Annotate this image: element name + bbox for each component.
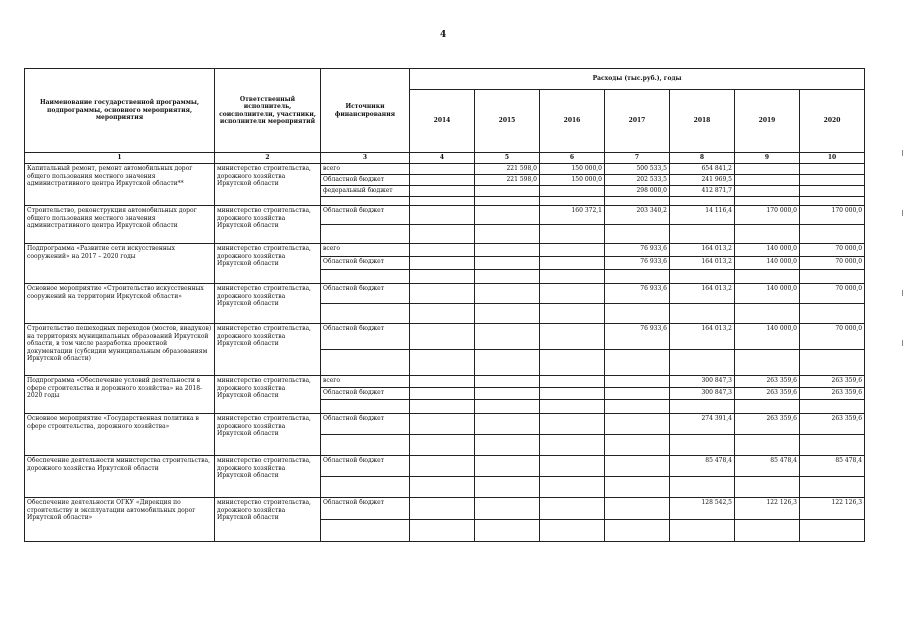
amount-cell: 122 126,3 — [735, 498, 800, 520]
page-edge-mark — [902, 290, 903, 296]
responsible-cell: министерство строительства, дорожного хозяйства Иркутской области — [215, 376, 321, 414]
empty-cell — [735, 304, 800, 324]
empty-cell — [605, 520, 670, 542]
amount-cell: 203 340,2 — [605, 206, 670, 225]
amount-cell: 654 841,2 — [670, 164, 735, 175]
amount-cell — [540, 257, 605, 270]
empty-cell — [540, 400, 605, 414]
amount-cell: 263 359,6 — [800, 388, 865, 400]
empty-cell — [540, 435, 605, 456]
amount-cell — [475, 414, 540, 435]
empty-cell — [410, 520, 475, 542]
empty-cell — [475, 477, 540, 498]
empty-cell — [321, 304, 410, 324]
empty-cell — [475, 520, 540, 542]
amount-cell: 263 359,6 — [800, 376, 865, 388]
empty-cell — [735, 350, 800, 376]
funding-source-cell: Областной бюджет — [321, 284, 410, 304]
empty-cell — [475, 270, 540, 284]
empty-cell — [670, 270, 735, 284]
empty-cell — [800, 197, 865, 206]
funding-source-cell: Областной бюджет — [321, 498, 410, 520]
amount-cell — [540, 456, 605, 477]
amount-cell — [475, 324, 540, 350]
empty-cell — [670, 350, 735, 376]
amount-cell — [410, 206, 475, 225]
amount-cell — [475, 206, 540, 225]
amount-cell: 128 542,5 — [670, 498, 735, 520]
empty-cell — [670, 304, 735, 324]
empty-cell — [321, 270, 410, 284]
amount-cell: 164 013,2 — [670, 257, 735, 270]
program-name-cell: Подпрограмма «Развитие сети искусственных сооружений» на 2017 – 2020 годы — [25, 244, 215, 284]
empty-cell — [605, 304, 670, 324]
funding-source-cell: Областной бюджет — [321, 324, 410, 350]
header-year: 2014 — [410, 90, 475, 153]
program-name-cell: Основное мероприятие «Государственная политика в сфере строительства, дорожного хозяйства» — [25, 414, 215, 456]
funding-source-cell: Областной бюджет — [321, 414, 410, 435]
amount-cell — [475, 257, 540, 270]
column-index: 3 — [321, 153, 410, 164]
empty-cell — [540, 197, 605, 206]
amount-cell: 274 391,4 — [670, 414, 735, 435]
page-edge-mark — [902, 340, 903, 346]
amount-cell — [410, 186, 475, 197]
table-row — [25, 244, 865, 257]
table-row — [25, 498, 865, 520]
header-year: 2020 — [800, 90, 865, 153]
amount-cell — [605, 388, 670, 400]
amount-cell — [410, 498, 475, 520]
empty-cell — [800, 400, 865, 414]
amount-cell: 76 933,6 — [605, 244, 670, 257]
amount-cell — [410, 324, 475, 350]
header-expenses: Расходы (тыс.руб.), годы — [410, 69, 865, 90]
empty-cell — [605, 400, 670, 414]
empty-cell — [670, 400, 735, 414]
funding-source-cell: Областной бюджет — [321, 388, 410, 400]
responsible-cell: министерство строительства, дорожного хозяйства Иркутской области — [215, 244, 321, 284]
header-year: 2018 — [670, 90, 735, 153]
amount-cell — [735, 164, 800, 175]
amount-cell: 76 933,6 — [605, 257, 670, 270]
empty-cell — [605, 270, 670, 284]
amount-cell: 14 116,4 — [670, 206, 735, 225]
amount-cell — [410, 164, 475, 175]
amount-cell — [475, 186, 540, 197]
amount-cell — [800, 175, 865, 186]
empty-cell — [475, 225, 540, 244]
amount-cell: 70 000,0 — [800, 324, 865, 350]
header-year: 2017 — [605, 90, 670, 153]
program-name-cell: Обеспечение деятельности министерства строительства, дорожного хозяйства Иркутской области — [25, 456, 215, 498]
amount-cell — [475, 456, 540, 477]
amount-cell: 140 000,0 — [735, 284, 800, 304]
header-year: 2019 — [735, 90, 800, 153]
amount-cell — [410, 376, 475, 388]
column-index: 4 — [410, 153, 475, 164]
amount-cell — [540, 284, 605, 304]
amount-cell — [475, 244, 540, 257]
empty-cell — [670, 197, 735, 206]
empty-cell — [735, 435, 800, 456]
column-index: 5 — [475, 153, 540, 164]
page-edge-mark — [902, 210, 903, 216]
empty-cell — [670, 225, 735, 244]
amount-cell — [475, 498, 540, 520]
empty-cell — [670, 435, 735, 456]
empty-cell — [735, 400, 800, 414]
amount-cell: 221 598,0 — [475, 175, 540, 186]
empty-cell — [475, 197, 540, 206]
amount-cell: 263 359,6 — [735, 414, 800, 435]
amount-cell: 202 533,5 — [605, 175, 670, 186]
amount-cell — [605, 414, 670, 435]
empty-cell — [410, 477, 475, 498]
empty-cell — [410, 270, 475, 284]
amount-cell — [475, 376, 540, 388]
amount-cell — [735, 186, 800, 197]
empty-cell — [735, 197, 800, 206]
amount-cell: 164 013,2 — [670, 324, 735, 350]
empty-cell — [540, 477, 605, 498]
amount-cell: 300 847,3 — [670, 388, 735, 400]
amount-cell — [605, 456, 670, 477]
amount-cell: 170 000,0 — [800, 206, 865, 225]
amount-cell — [410, 414, 475, 435]
empty-cell — [605, 350, 670, 376]
empty-cell — [605, 225, 670, 244]
empty-cell — [540, 270, 605, 284]
amount-cell: 160 372,1 — [540, 206, 605, 225]
funding-source-cell: всего — [321, 164, 410, 175]
header-year: 2015 — [475, 90, 540, 153]
table-row — [25, 414, 865, 435]
table-header — [25, 69, 865, 164]
amount-cell — [540, 186, 605, 197]
amount-cell: 500 533,5 — [605, 164, 670, 175]
column-index: 10 — [800, 153, 865, 164]
amount-cell — [475, 388, 540, 400]
amount-cell: 85 478,4 — [800, 456, 865, 477]
amount-cell: 76 933,6 — [605, 284, 670, 304]
empty-cell — [735, 225, 800, 244]
empty-cell — [670, 477, 735, 498]
amount-cell: 412 871,7 — [670, 186, 735, 197]
funding-source-cell: Областной бюджет — [321, 456, 410, 477]
responsible-cell: министерство строительства, дорожного хозяйства Иркутской области — [215, 206, 321, 244]
empty-cell — [800, 435, 865, 456]
amount-cell: 300 847,3 — [670, 376, 735, 388]
empty-cell — [605, 477, 670, 498]
table-body — [25, 164, 865, 542]
amount-cell — [410, 388, 475, 400]
empty-cell — [800, 477, 865, 498]
amount-cell: 263 359,6 — [735, 388, 800, 400]
empty-cell — [605, 435, 670, 456]
page-edge-mark — [902, 150, 903, 156]
funding-source-cell: Областной бюджет — [321, 206, 410, 225]
table-row — [25, 284, 865, 304]
amount-cell — [540, 388, 605, 400]
table-row — [25, 206, 865, 225]
budget-table — [24, 68, 865, 542]
amount-cell — [800, 164, 865, 175]
empty-cell — [410, 350, 475, 376]
program-name-cell: Строительство пешеходных переходов (мостов, виадуков) на территориях муниципальных образований Иркутской области, в том числе разработка проектной документации (субсидии муниципальным образованиям Иркутской области) — [25, 324, 215, 376]
empty-cell — [321, 197, 410, 206]
page-number: 4 — [440, 30, 447, 40]
amount-cell: 164 013,2 — [670, 284, 735, 304]
amount-cell: 170 000,0 — [735, 206, 800, 225]
amount-cell: 298 000,0 — [605, 186, 670, 197]
responsible-cell: министерство строительства, дорожного хозяйства Иркутской области — [215, 456, 321, 498]
empty-cell — [475, 400, 540, 414]
amount-cell — [735, 175, 800, 186]
amount-cell: 150 000,0 — [540, 175, 605, 186]
empty-cell — [321, 435, 410, 456]
program-name-cell: Капитальный ремонт, ремонт автомобильных дорог общего пользования местного значения административного центра Иркутской области** — [25, 164, 215, 206]
amount-cell — [410, 175, 475, 186]
empty-cell — [735, 477, 800, 498]
amount-cell — [540, 498, 605, 520]
funding-source-cell: Областной бюджет — [321, 175, 410, 186]
empty-cell — [800, 225, 865, 244]
column-index: 7 — [605, 153, 670, 164]
empty-cell — [800, 270, 865, 284]
empty-cell — [321, 520, 410, 542]
table-row — [25, 376, 865, 388]
responsible-cell: министерство строительства, дорожного хозяйства Иркутской области — [215, 414, 321, 456]
empty-cell — [540, 304, 605, 324]
column-index: 2 — [215, 153, 321, 164]
program-name-cell: Основное мероприятие «Строительство искусственных сооружений на территории Иркутской области» — [25, 284, 215, 324]
program-name-cell: Обеспечение деятельности ОГКУ «Дирекция по строительству и эксплуатации автомобильных дорог Иркутской области» — [25, 498, 215, 542]
empty-cell — [800, 350, 865, 376]
empty-cell — [410, 304, 475, 324]
empty-cell — [410, 225, 475, 244]
amount-cell: 85 478,4 — [670, 456, 735, 477]
header-sources: Источники финансирования — [321, 69, 410, 153]
funding-source-cell: федеральный бюджет — [321, 186, 410, 197]
empty-cell — [605, 197, 670, 206]
table-row — [25, 324, 865, 350]
empty-cell — [321, 350, 410, 376]
header-name: Наименование государственной программы, подпрограммы, основного мероприятия, мероприятия — [25, 69, 215, 153]
amount-cell — [410, 257, 475, 270]
funding-source-cell: Областной бюджет — [321, 257, 410, 270]
empty-cell — [410, 435, 475, 456]
header-responsible: Ответственный исполнитель, соисполнители, участники, исполнители мероприятий — [215, 69, 321, 153]
responsible-cell: министерство строительства, дорожного хозяйства Иркутской области — [215, 324, 321, 376]
amount-cell: 263 359,6 — [735, 376, 800, 388]
amount-cell: 122 126,3 — [800, 498, 865, 520]
empty-cell — [540, 520, 605, 542]
empty-cell — [735, 270, 800, 284]
column-index: 6 — [540, 153, 605, 164]
amount-cell: 150 000,0 — [540, 164, 605, 175]
amount-cell: 241 969,5 — [670, 175, 735, 186]
amount-cell — [475, 284, 540, 304]
empty-cell — [540, 225, 605, 244]
funding-source-cell: всего — [321, 376, 410, 388]
empty-cell — [410, 197, 475, 206]
responsible-cell: министерство строительства, дорожного хозяйства Иркутской области — [215, 164, 321, 206]
amount-cell: 76 933,6 — [605, 324, 670, 350]
amount-cell: 70 000,0 — [800, 244, 865, 257]
program-name-cell: Подпрограмма «Обеспечение условий деятельности в сфере строительства и дорожного хозяйства» на 2018-2020 годы — [25, 376, 215, 414]
amount-cell — [540, 414, 605, 435]
table-row — [25, 456, 865, 477]
amount-cell — [605, 498, 670, 520]
amount-cell — [540, 324, 605, 350]
empty-cell — [475, 350, 540, 376]
amount-cell: 140 000,0 — [735, 257, 800, 270]
empty-cell — [800, 304, 865, 324]
column-index: 8 — [670, 153, 735, 164]
program-name-cell: Строительство, реконструкция автомобильных дорог общего пользования местного значения административного центра Иркутской области — [25, 206, 215, 244]
amount-cell — [605, 376, 670, 388]
responsible-cell: министерство строительства, дорожного хозяйства Иркутской области — [215, 498, 321, 542]
empty-cell — [321, 400, 410, 414]
amount-cell: 85 478,4 — [735, 456, 800, 477]
empty-cell — [735, 520, 800, 542]
empty-cell — [321, 477, 410, 498]
empty-cell — [670, 520, 735, 542]
empty-cell — [475, 435, 540, 456]
table-row — [25, 164, 865, 175]
amount-cell: 140 000,0 — [735, 244, 800, 257]
column-index: 1 — [25, 153, 215, 164]
amount-cell — [410, 284, 475, 304]
amount-cell: 221 598,0 — [475, 164, 540, 175]
empty-cell — [540, 350, 605, 376]
empty-cell — [800, 520, 865, 542]
amount-cell — [540, 376, 605, 388]
responsible-cell: министерство строительства, дорожного хозяйства Иркутской области — [215, 284, 321, 324]
header-year: 2016 — [540, 90, 605, 153]
amount-cell — [800, 186, 865, 197]
amount-cell — [410, 456, 475, 477]
amount-cell — [540, 244, 605, 257]
amount-cell: 164 013,2 — [670, 244, 735, 257]
column-index: 9 — [735, 153, 800, 164]
amount-cell: 70 000,0 — [800, 257, 865, 270]
amount-cell — [410, 244, 475, 257]
amount-cell: 263 359,6 — [800, 414, 865, 435]
funding-source-cell: всего — [321, 244, 410, 257]
empty-cell — [410, 400, 475, 414]
empty-cell — [475, 304, 540, 324]
empty-cell — [321, 225, 410, 244]
amount-cell: 140 000,0 — [735, 324, 800, 350]
amount-cell: 70 000,0 — [800, 284, 865, 304]
